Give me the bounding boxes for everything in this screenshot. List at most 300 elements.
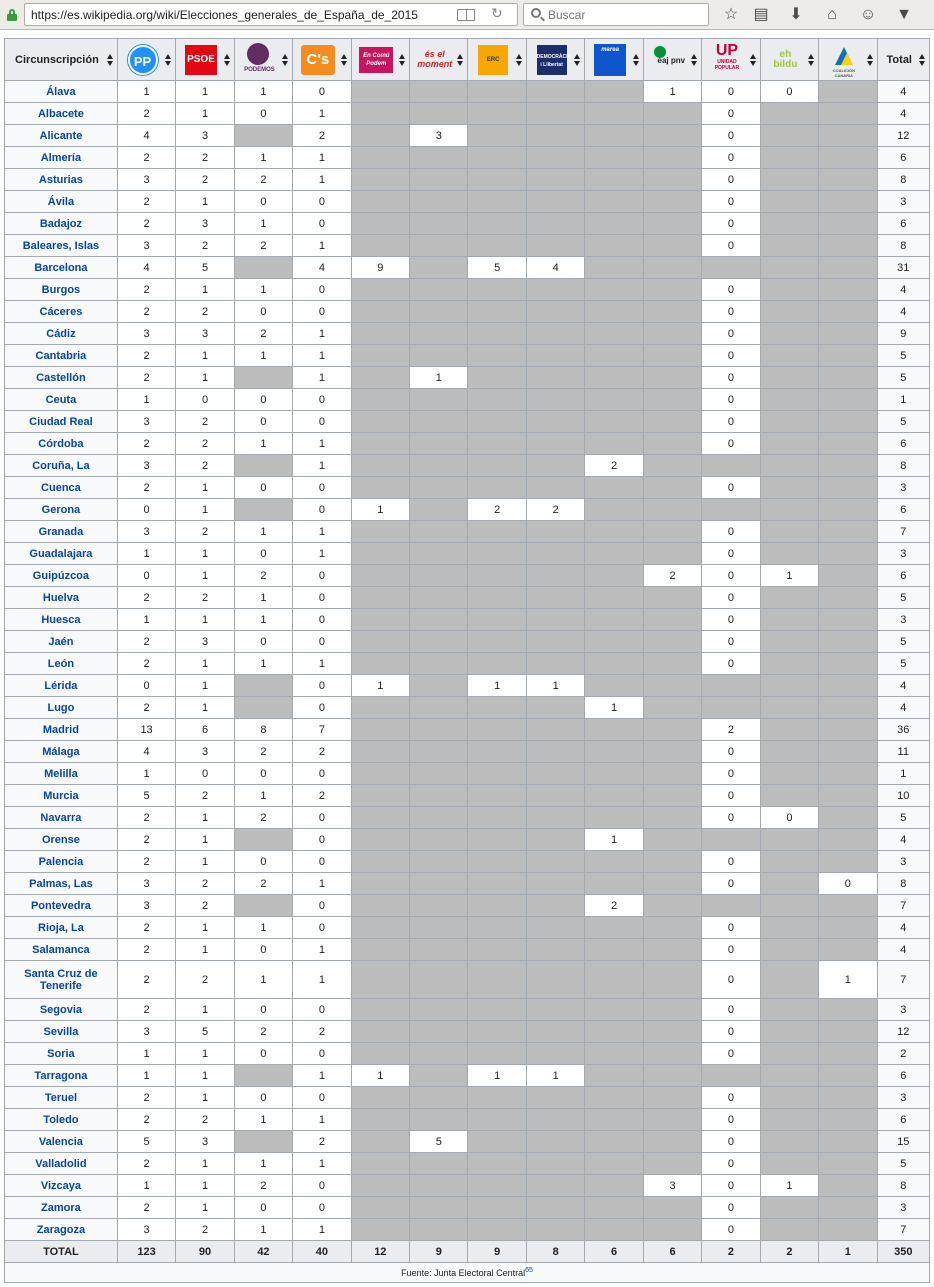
empty-seat-cell [234, 125, 292, 147]
seat-cell: 5 [176, 1021, 234, 1043]
seat-cell: 2 [585, 895, 643, 917]
empty-seat-cell [760, 895, 818, 917]
constituency-link[interactable]: Valladolid [5, 1153, 118, 1175]
empty-seat-cell [819, 1153, 877, 1175]
seat-cell: 1 [293, 433, 351, 455]
row-total-cell: 3 [877, 1197, 929, 1219]
empty-seat-cell [410, 697, 468, 719]
empty-seat-cell [585, 741, 643, 763]
empty-seat-cell [585, 631, 643, 653]
seat-cell: 0 [702, 81, 760, 103]
sort-arrows-icon[interactable] [224, 54, 231, 66]
empty-seat-cell [351, 873, 409, 895]
empty-seat-cell [468, 301, 526, 323]
header-party-podemos[interactable] [234, 39, 292, 81]
empty-seat-cell [526, 1131, 584, 1153]
empty-seat-cell [585, 609, 643, 631]
sort-arrows-icon[interactable] [282, 54, 289, 66]
constituency-link[interactable]: Guipúzcoa [5, 565, 118, 587]
seat-cell: 0 [702, 1153, 760, 1175]
table-row [5, 279, 930, 301]
empty-seat-cell [351, 631, 409, 653]
header-party-eh-bildu[interactable] [760, 39, 818, 81]
empty-seat-cell [468, 125, 526, 147]
search-bar[interactable] [523, 3, 709, 26]
seat-cell: 1 [293, 323, 351, 345]
table-row [5, 103, 930, 125]
empty-seat-cell [468, 741, 526, 763]
empty-seat-cell [234, 367, 292, 389]
table-row [5, 411, 930, 433]
empty-seat-cell [702, 257, 760, 279]
header-circunscripcion[interactable]: Circunscripción [5, 39, 118, 81]
table-row [5, 125, 930, 147]
seat-cell: 1 [176, 1043, 234, 1065]
constituency-link[interactable]: Salamanca [5, 939, 118, 961]
seat-cell: 1 [293, 1109, 351, 1131]
sort-arrows-icon[interactable] [399, 54, 406, 66]
seat-cell: 0 [293, 587, 351, 609]
empty-seat-cell [760, 1197, 818, 1219]
party-total-cell: 1 [819, 1241, 877, 1263]
seat-cell: 0 [702, 477, 760, 499]
empty-seat-cell [526, 697, 584, 719]
democracia-llibertat-logo-icon: DEMOCRÀCIA i Llibertat [537, 45, 567, 75]
seat-cell: 1 [176, 499, 234, 521]
seat-cell: 1 [176, 103, 234, 125]
party-total-cell: 40 [293, 1241, 351, 1263]
constituency-link[interactable]: Castellón [5, 367, 118, 389]
seat-cell: 2 [117, 213, 175, 235]
empty-seat-cell [760, 411, 818, 433]
empty-seat-cell [410, 609, 468, 631]
seat-cell: 3 [410, 125, 468, 147]
constituency-link[interactable]: Tarragona [5, 1065, 118, 1087]
constituency-link[interactable]: Soria [5, 1043, 118, 1065]
empty-seat-cell [468, 763, 526, 785]
seat-cell: 1 [234, 587, 292, 609]
table-body [5, 81, 930, 1241]
seat-cell: 1 [176, 279, 234, 301]
seat-cell: 0 [293, 389, 351, 411]
seat-cell: 0 [293, 1175, 351, 1197]
empty-seat-cell [468, 213, 526, 235]
sort-arrows-icon[interactable] [107, 54, 114, 66]
empty-seat-cell [760, 455, 818, 477]
empty-seat-cell [643, 301, 701, 323]
constituency-link[interactable]: Toledo [5, 1109, 118, 1131]
downloads-icon[interactable]: ⬇ [789, 6, 803, 23]
seat-cell: 2 [176, 873, 234, 895]
seat-cell: 2 [117, 345, 175, 367]
constituency-link[interactable]: Badajoz [5, 213, 118, 235]
empty-seat-cell [585, 763, 643, 785]
sort-arrows-icon[interactable] [808, 54, 815, 66]
empty-seat-cell [526, 653, 584, 675]
table-row [5, 1175, 930, 1197]
empty-seat-cell [760, 851, 818, 873]
seat-cell: 1 [293, 367, 351, 389]
bookmarks-list-icon[interactable]: ▤ [753, 6, 769, 23]
empty-seat-cell [643, 609, 701, 631]
empty-seat-cell [351, 785, 409, 807]
row-total-cell: 5 [877, 587, 929, 609]
empty-seat-cell [760, 323, 818, 345]
pocket-icon[interactable]: ▼ [896, 6, 912, 23]
sort-arrows-icon[interactable] [919, 54, 926, 66]
empty-seat-cell [526, 191, 584, 213]
seat-cell: 0 [702, 961, 760, 999]
sort-arrows-icon[interactable] [165, 54, 172, 66]
party-total-cell: 2 [760, 1241, 818, 1263]
seat-cell: 1 [468, 1065, 526, 1087]
seat-cell: 2 [117, 1087, 175, 1109]
seat-cell: 1 [234, 785, 292, 807]
empty-seat-cell [760, 697, 818, 719]
empty-seat-cell [760, 1153, 818, 1175]
seat-cell: 2 [176, 587, 234, 609]
sort-arrows-icon[interactable] [457, 54, 464, 66]
empty-seat-cell [819, 609, 877, 631]
constituency-link[interactable]: Córdoba [5, 433, 118, 455]
seat-cell: 0 [293, 999, 351, 1021]
seat-cell: 9 [351, 257, 409, 279]
header-party-erc[interactable] [468, 39, 526, 81]
lock-icon [7, 9, 17, 21]
empty-seat-cell [526, 1109, 584, 1131]
seat-cell: 0 [702, 191, 760, 213]
empty-seat-cell [351, 565, 409, 587]
seat-cell: 0 [234, 1197, 292, 1219]
constituency-link[interactable]: Albacete [5, 103, 118, 125]
seat-cell: 0 [234, 543, 292, 565]
constituency-link[interactable]: Granada [5, 521, 118, 543]
erc-logo-icon: ERC [478, 45, 508, 75]
seat-cell: 1 [351, 1065, 409, 1087]
constituency-link[interactable]: Lugo [5, 697, 118, 719]
constituency-link[interactable]: Palencia [5, 851, 118, 873]
empty-seat-cell [819, 213, 877, 235]
seat-cell: 1 [293, 147, 351, 169]
seat-cell: 2 [117, 631, 175, 653]
empty-seat-cell [819, 763, 877, 785]
party-total-cell: 12 [351, 1241, 409, 1263]
seat-cell: 1 [176, 829, 234, 851]
browser-toolbar [0, 0, 934, 30]
constituency-link[interactable]: Valencia [5, 1131, 118, 1153]
header-party-en-marea[interactable] [585, 39, 643, 81]
constituency-link[interactable]: Alicante [5, 125, 118, 147]
table-row [5, 213, 930, 235]
seat-cell: 2 [234, 807, 292, 829]
seat-cell: 1 [234, 279, 292, 301]
seat-cell: 0 [293, 1043, 351, 1065]
seat-cell: 1 [234, 1109, 292, 1131]
empty-seat-cell [351, 1197, 409, 1219]
seat-cell: 1 [176, 675, 234, 697]
seat-cell: 1 [293, 103, 351, 125]
empty-seat-cell [410, 103, 468, 125]
seat-cell: 1 [351, 675, 409, 697]
constituency-link[interactable]: Orense [5, 829, 118, 851]
empty-seat-cell [585, 367, 643, 389]
seat-cell: 1 [234, 1219, 292, 1241]
constituency-link[interactable]: Asturias [5, 169, 118, 191]
row-total-cell: 8 [877, 235, 929, 257]
empty-seat-cell [468, 345, 526, 367]
header-party-cs[interactable] [293, 39, 351, 81]
constituency-link[interactable]: Huelva [5, 587, 118, 609]
seat-cell: 2 [176, 455, 234, 477]
empty-seat-cell [585, 785, 643, 807]
seat-cell: 0 [293, 917, 351, 939]
constituency-link[interactable]: León [5, 653, 118, 675]
seat-cell: 0 [234, 411, 292, 433]
seat-cell: 2 [176, 961, 234, 999]
table-row [5, 653, 930, 675]
empty-seat-cell [410, 81, 468, 103]
empty-seat-cell [585, 323, 643, 345]
row-total-cell: 5 [877, 411, 929, 433]
constituency-link[interactable]: Zamora [5, 1197, 118, 1219]
constituency-link[interactable]: Cáceres [5, 301, 118, 323]
seat-cell: 2 [176, 895, 234, 917]
empty-seat-cell [819, 433, 877, 455]
constituency-link[interactable]: Sevilla [5, 1021, 118, 1043]
constituency-link[interactable]: Jaén [5, 631, 118, 653]
empty-seat-cell [585, 587, 643, 609]
seat-cell: 1 [117, 1065, 175, 1087]
empty-seat-cell [643, 873, 701, 895]
seat-cell: 0 [702, 631, 760, 653]
seat-cell: 1 [176, 1197, 234, 1219]
seat-cell: 1 [176, 367, 234, 389]
constituency-link[interactable]: Burgos [5, 279, 118, 301]
constituency-link[interactable]: Palmas, Las [5, 873, 118, 895]
empty-seat-cell [585, 1065, 643, 1087]
empty-seat-cell [760, 147, 818, 169]
constituency-link[interactable]: Vizcaya [5, 1175, 118, 1197]
seat-cell: 2 [176, 785, 234, 807]
seat-cell: 0 [702, 1131, 760, 1153]
empty-seat-cell [468, 851, 526, 873]
seat-cell: 1 [117, 609, 175, 631]
seat-cell: 2 [702, 719, 760, 741]
empty-seat-cell [526, 719, 584, 741]
constituency-link[interactable]: Melilla [5, 763, 118, 785]
seat-cell: 1 [176, 345, 234, 367]
constituency-link[interactable]: Álava [5, 81, 118, 103]
empty-seat-cell [351, 169, 409, 191]
seat-cell: 1 [176, 999, 234, 1021]
header-party-psoe[interactable] [176, 39, 234, 81]
constituency-link[interactable]: Coruña, La [5, 455, 118, 477]
constituency-link[interactable]: Gerona [5, 499, 118, 521]
empty-seat-cell [643, 653, 701, 675]
empty-seat-cell [702, 697, 760, 719]
empty-seat-cell [468, 1087, 526, 1109]
empty-seat-cell [526, 851, 584, 873]
results-table [4, 38, 930, 1283]
constituency-link[interactable]: Almería [5, 147, 118, 169]
row-total-cell: 6 [877, 1109, 929, 1131]
constituency-link[interactable]: Barcelona [5, 257, 118, 279]
empty-seat-cell [468, 697, 526, 719]
row-total-cell: 36 [877, 719, 929, 741]
seat-cell: 0 [702, 433, 760, 455]
seat-cell: 0 [702, 147, 760, 169]
seat-cell: 3 [176, 741, 234, 763]
constituency-link[interactable]: Guadalajara [5, 543, 118, 565]
empty-seat-cell [819, 345, 877, 367]
sort-arrows-icon[interactable] [574, 54, 581, 66]
constituency-link[interactable]: Santa Cruz de Tenerife [5, 961, 118, 999]
header-party-dl[interactable] [526, 39, 584, 81]
seat-cell: 1 [117, 81, 175, 103]
empty-seat-cell [351, 653, 409, 675]
empty-seat-cell [468, 81, 526, 103]
constituency-link[interactable]: Baleares, Islas [5, 235, 118, 257]
empty-seat-cell [410, 543, 468, 565]
chat-icon[interactable]: ☺ [859, 6, 877, 23]
constituency-link[interactable]: Cantabria [5, 345, 118, 367]
constituency-link[interactable]: Zaragoza [5, 1219, 118, 1241]
header-party-en-comu[interactable] [351, 39, 409, 81]
seat-cell: 1 [293, 1065, 351, 1087]
header-total[interactable]: Total [877, 39, 929, 81]
empty-seat-cell [410, 257, 468, 279]
empty-seat-cell [351, 807, 409, 829]
constituency-link[interactable]: Teruel [5, 1087, 118, 1109]
seat-cell: 1 [176, 697, 234, 719]
home-icon[interactable]: ⌂ [827, 6, 837, 23]
reload-icon[interactable]: ↻ [491, 5, 503, 21]
empty-seat-cell [585, 411, 643, 433]
seat-cell: 0 [293, 191, 351, 213]
empty-seat-cell [351, 829, 409, 851]
header-party-es-el-moment[interactable] [410, 39, 468, 81]
row-total-cell: 2 [877, 1043, 929, 1065]
sort-arrows-icon[interactable] [516, 54, 523, 66]
seat-cell: 1 [410, 367, 468, 389]
row-total-cell: 4 [877, 279, 929, 301]
empty-seat-cell [526, 169, 584, 191]
empty-seat-cell [760, 521, 818, 543]
empty-seat-cell [643, 235, 701, 257]
header-party-pp[interactable] [117, 39, 175, 81]
constituency-link[interactable]: Navarra [5, 807, 118, 829]
header-party-up[interactable] [702, 39, 760, 81]
seat-cell: 1 [176, 939, 234, 961]
empty-seat-cell [468, 455, 526, 477]
seat-cell: 0 [702, 301, 760, 323]
header-party-cc[interactable] [819, 39, 877, 81]
constituency-link[interactable]: Huesca [5, 609, 118, 631]
bookmark-star-icon[interactable]: ☆ [723, 6, 739, 23]
constituency-link[interactable]: Cuenca [5, 477, 118, 499]
constituency-link[interactable]: Ciudad Real [5, 411, 118, 433]
sort-arrows-icon[interactable] [867, 54, 874, 66]
row-total-cell: 8 [877, 169, 929, 191]
seat-cell: 3 [117, 521, 175, 543]
seat-cell: 2 [176, 411, 234, 433]
empty-seat-cell [351, 999, 409, 1021]
seat-cell: 2 [234, 565, 292, 587]
en-marea-logo-icon: marea [594, 44, 626, 76]
empty-seat-cell [351, 367, 409, 389]
seat-cell: 1 [176, 477, 234, 499]
empty-seat-cell [468, 367, 526, 389]
empty-seat-cell [526, 1021, 584, 1043]
constituency-link[interactable]: Málaga [5, 741, 118, 763]
empty-seat-cell [585, 999, 643, 1021]
constituency-link[interactable]: Pontevedra [5, 895, 118, 917]
sort-arrows-icon[interactable] [633, 54, 640, 66]
empty-seat-cell [410, 1219, 468, 1241]
constituency-link[interactable]: Segovia [5, 999, 118, 1021]
table-row [5, 961, 930, 999]
sort-arrows-icon[interactable] [341, 54, 348, 66]
seat-cell: 2 [585, 455, 643, 477]
address-bar[interactable] [24, 3, 518, 26]
source-ref-link[interactable]: 65 [525, 1267, 533, 1274]
seat-cell: 0 [702, 1087, 760, 1109]
seat-cell: 1 [585, 697, 643, 719]
seat-cell: 1 [176, 81, 234, 103]
seat-cell: 1 [293, 653, 351, 675]
empty-seat-cell [760, 785, 818, 807]
empty-seat-cell [410, 873, 468, 895]
table-row [5, 675, 930, 697]
empty-seat-cell [643, 499, 701, 521]
sort-arrows-icon[interactable] [691, 54, 698, 66]
empty-seat-cell [585, 653, 643, 675]
empty-seat-cell [760, 939, 818, 961]
empty-seat-cell [819, 917, 877, 939]
empty-seat-cell [468, 587, 526, 609]
empty-seat-cell [585, 301, 643, 323]
seat-cell: 0 [234, 103, 292, 125]
empty-seat-cell [526, 741, 584, 763]
empty-seat-cell [819, 543, 877, 565]
table-row [5, 939, 930, 961]
constituency-link[interactable]: Ávila [5, 191, 118, 213]
seat-cell: 2 [293, 785, 351, 807]
empty-seat-cell [410, 939, 468, 961]
sort-arrows-icon[interactable] [750, 54, 757, 66]
empty-seat-cell [819, 169, 877, 191]
table-row [5, 741, 930, 763]
empty-seat-cell [760, 675, 818, 697]
constituency-link[interactable]: Lérida [5, 675, 118, 697]
constituency-link[interactable]: Rioja, La [5, 917, 118, 939]
seat-cell: 13 [117, 719, 175, 741]
empty-seat-cell [585, 345, 643, 367]
empty-seat-cell [410, 785, 468, 807]
seat-cell: 1 [293, 455, 351, 477]
reader-view-icon[interactable] [457, 9, 475, 21]
constituency-link[interactable]: Ceuta [5, 389, 118, 411]
table-row [5, 543, 930, 565]
header-party-pnv[interactable] [643, 39, 701, 81]
empty-seat-cell [819, 999, 877, 1021]
row-total-cell: 5 [877, 1153, 929, 1175]
constituency-link[interactable]: Murcia [5, 785, 118, 807]
constituency-link[interactable]: Madrid [5, 719, 118, 741]
empty-seat-cell [468, 433, 526, 455]
table-row [5, 697, 930, 719]
constituency-link[interactable]: Cádiz [5, 323, 118, 345]
